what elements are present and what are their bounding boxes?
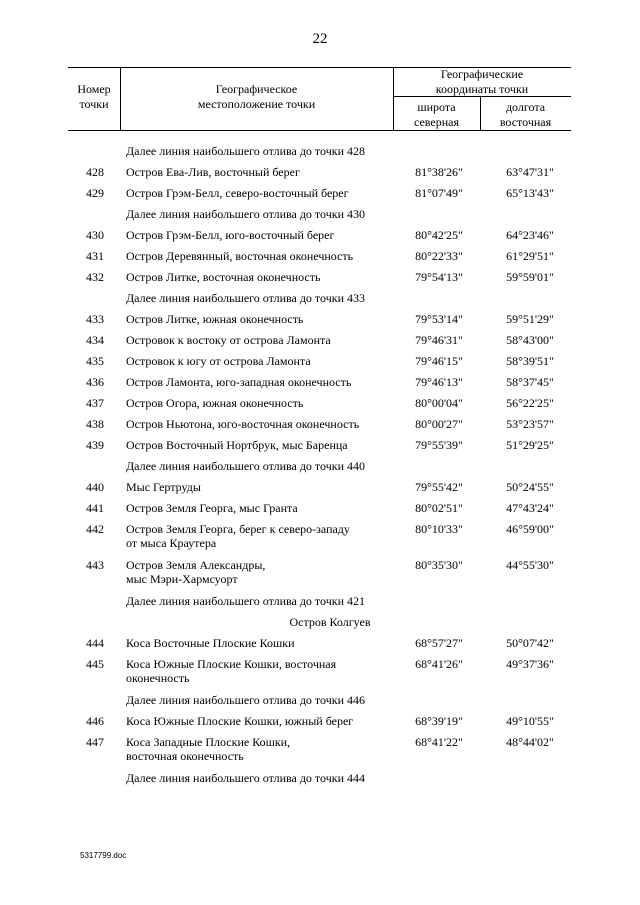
- point-location: [126, 558, 394, 586]
- table-row: [0, 558, 640, 594]
- point-location-line: Островок к югу от острова Ламонта: [126, 354, 311, 368]
- longitude-value: 58°39'51": [506, 354, 554, 368]
- point-location: [126, 438, 394, 452]
- point-location: [126, 228, 394, 242]
- longitude-value: 58°43'00": [506, 333, 554, 347]
- header-location: [120, 82, 393, 112]
- point-location: [126, 165, 394, 179]
- point-location: [126, 714, 394, 728]
- point-number: 442: [86, 522, 104, 536]
- point-number: 445: [86, 657, 104, 671]
- note-text: Далее линия наибольшего отлива до точки 444: [126, 771, 365, 785]
- table-row: [0, 270, 640, 291]
- note-text: Далее линия наибольшего отлива до точки 446: [126, 693, 365, 707]
- header-number: [68, 82, 120, 112]
- section-heading: Остров Колгуев: [289, 615, 371, 629]
- header-number-line-2: точки: [79, 97, 109, 111]
- latitude-value: 79°55'39": [415, 438, 463, 452]
- table-row: [0, 636, 640, 657]
- note-text: Далее линия наибольшего отлива до точки 428: [126, 144, 365, 158]
- table-row: [0, 501, 640, 522]
- header-lat-line-2: северная: [414, 115, 459, 129]
- point-location-line: восточная оконечность: [126, 749, 244, 763]
- point-location: [126, 501, 394, 515]
- file-name-footer: 5317799.doc: [80, 851, 127, 860]
- note-text: Далее линия наибольшего отлива до точки 440: [126, 459, 365, 473]
- point-location: [126, 396, 394, 410]
- longitude-value: 64°23'46": [506, 228, 554, 242]
- point-location: [126, 636, 394, 650]
- latitude-value: 81°38'26": [415, 165, 463, 179]
- page-number: 22: [312, 31, 328, 47]
- header-location-line-1: Географическое: [215, 82, 298, 96]
- longitude-value: 61°29'51": [506, 249, 554, 263]
- point-location: [126, 657, 394, 685]
- note-text: Далее линия наибольшего отлива до точки 421: [126, 594, 365, 608]
- table-row: [0, 186, 640, 207]
- header-location-line-2: местоположение точки: [197, 97, 316, 111]
- point-location-line: Остров Литке, восточная оконечность: [126, 270, 321, 284]
- point-number: 439: [86, 438, 104, 452]
- note-text: Далее линия наибольшего отлива до точки 433: [126, 291, 365, 305]
- point-location-line: от мыса Краутера: [126, 536, 217, 550]
- point-location-line: Остров Грэм-Белл, северо-восточный берег: [126, 186, 349, 200]
- table-row: [0, 522, 640, 558]
- point-number: 434: [86, 333, 104, 347]
- point-location: [126, 417, 394, 431]
- table-body: [0, 144, 640, 792]
- table-row: [0, 228, 640, 249]
- note-row: [0, 207, 640, 228]
- longitude-value: 53°23'57": [506, 417, 554, 431]
- point-number: 428: [86, 165, 104, 179]
- longitude-value: 65°13'43": [506, 186, 554, 200]
- table-row: [0, 657, 640, 693]
- point-number: 432: [86, 270, 104, 284]
- header-lat-line-1: широта: [417, 100, 456, 114]
- longitude-value: 63°47'31": [506, 165, 554, 179]
- latitude-value: 79°46'31": [415, 333, 463, 347]
- point-number: 436: [86, 375, 104, 389]
- header-coords-line-2: координаты точки: [435, 82, 529, 96]
- latitude-value: 79°53'14": [415, 312, 463, 326]
- point-number: 446: [86, 714, 104, 728]
- longitude-value: 51°29'25": [506, 438, 554, 452]
- section-heading-row: [0, 615, 640, 636]
- longitude-value: 50°07'42": [506, 636, 554, 650]
- note-row: [0, 459, 640, 480]
- point-location-line: Островок к востоку от острова Ламонта: [126, 333, 331, 347]
- point-number: 431: [86, 249, 104, 263]
- point-number: 437: [86, 396, 104, 410]
- table-row: [0, 417, 640, 438]
- latitude-value: 68°39'19": [415, 714, 463, 728]
- point-location-line: Остров Литке, южная оконечность: [126, 312, 304, 326]
- longitude-value: 59°59'01": [506, 270, 554, 284]
- latitude-value: 79°46'15": [415, 354, 463, 368]
- point-number: 429: [86, 186, 104, 200]
- longitude-value: 59°51'29": [506, 312, 554, 326]
- point-location-line: Остров Огора, южная оконечность: [126, 396, 304, 410]
- point-location: [126, 249, 394, 263]
- note-row: [0, 693, 640, 714]
- point-location: [126, 333, 394, 347]
- latitude-value: 80°22'33": [415, 249, 463, 263]
- point-number: 443: [86, 558, 104, 572]
- point-location: [126, 375, 394, 389]
- latitude-value: 79°46'13": [415, 375, 463, 389]
- latitude-value: 80°35'30": [415, 558, 463, 572]
- table-row: [0, 375, 640, 396]
- header-bottom-rule: [68, 130, 571, 131]
- point-location: [126, 522, 394, 550]
- point-location: [126, 312, 394, 326]
- point-location-line: Коса Западные Плоские Кошки,: [126, 735, 291, 749]
- latitude-value: 68°41'22": [415, 735, 463, 749]
- header-number-line-1: Номер: [77, 82, 111, 96]
- latitude-value: 80°00'27": [415, 417, 463, 431]
- latitude-value: 80°10'33": [415, 522, 463, 536]
- header-lon: [480, 100, 571, 130]
- latitude-value: 80°02'51": [415, 501, 463, 515]
- header-coords-line-1: Географические: [440, 67, 524, 81]
- longitude-value: 46°59'00": [506, 522, 554, 536]
- point-location-line: Остров Земля Александры,: [126, 558, 266, 572]
- longitude-value: 48°44'02": [506, 735, 554, 749]
- point-location: [126, 186, 394, 200]
- table-row: [0, 312, 640, 333]
- longitude-value: 49°37'36": [506, 657, 554, 671]
- point-number: 433: [86, 312, 104, 326]
- note-row: [0, 291, 640, 312]
- note-row: [0, 594, 640, 615]
- point-location-line: Коса Южные Плоские Кошки, южный берег: [126, 714, 354, 728]
- point-location-line: Остров Восточный Нортбрук, мыс Баренца: [126, 438, 348, 452]
- point-number: 440: [86, 480, 104, 494]
- header-lon-line-1: долгота: [505, 100, 546, 114]
- point-number: 441: [86, 501, 104, 515]
- longitude-value: 56°22'25": [506, 396, 554, 410]
- table-row: [0, 249, 640, 270]
- point-location-line: Остров Деревянный, восточная оконечность: [126, 249, 354, 263]
- table-row: [0, 354, 640, 375]
- point-number: 435: [86, 354, 104, 368]
- header-coords: [393, 67, 571, 97]
- point-location: [126, 270, 394, 284]
- latitude-value: 80°00'04": [415, 396, 463, 410]
- point-number: 444: [86, 636, 104, 650]
- table-row: [0, 396, 640, 417]
- point-location-line: мыс Мэри-Хармсуорт: [126, 572, 238, 586]
- point-location-line: оконечность: [126, 671, 190, 685]
- table-row: [0, 714, 640, 735]
- table-row: [0, 333, 640, 354]
- table-row: [0, 165, 640, 186]
- point-location-line: Остров Ламонта, юго-западная оконечность: [126, 375, 352, 389]
- point-location-line: Остров Ньютона, юго-восточная оконечность: [126, 417, 360, 431]
- note-row: [0, 144, 640, 165]
- table-row: [0, 735, 640, 771]
- point-location-line: Остров Земля Георга, берег к северо-западу: [126, 522, 350, 536]
- point-location-line: Остров Ева-Лив, восточный берег: [126, 165, 300, 179]
- table-row: [0, 480, 640, 501]
- note-text: Далее линия наибольшего отлива до точки 430: [126, 207, 365, 221]
- point-location: [126, 480, 394, 494]
- point-location-line: Коса Южные Плоские Кошки, восточная: [126, 657, 337, 671]
- note-row: [0, 771, 640, 792]
- point-number: 430: [86, 228, 104, 242]
- latitude-value: 79°55'42": [415, 480, 463, 494]
- longitude-value: 50°24'55": [506, 480, 554, 494]
- latitude-value: 80°42'25": [415, 228, 463, 242]
- point-location: [126, 735, 394, 763]
- point-location-line: Мыс Гертруды: [126, 480, 201, 494]
- table-row: [0, 438, 640, 459]
- header-lon-line-2: восточная: [499, 115, 552, 129]
- point-location-line: Остров Земля Георга, мыс Гранта: [126, 501, 298, 515]
- latitude-value: 68°57'27": [415, 636, 463, 650]
- longitude-value: 58°37'45": [506, 375, 554, 389]
- point-number: 447: [86, 735, 104, 749]
- latitude-value: 81°07'49": [415, 186, 463, 200]
- header-lat: [393, 100, 480, 130]
- point-number: 438: [86, 417, 104, 431]
- longitude-value: 49°10'55": [506, 714, 554, 728]
- latitude-value: 68°41'26": [415, 657, 463, 671]
- longitude-value: 44°55'30": [506, 558, 554, 572]
- point-location-line: Коса Восточные Плоские Кошки: [126, 636, 295, 650]
- point-location-line: Остров Грэм-Белл, юго-восточный берег: [126, 228, 335, 242]
- point-location: [126, 354, 394, 368]
- latitude-value: 79°54'13": [415, 270, 463, 284]
- longitude-value: 47°43'24": [506, 501, 554, 515]
